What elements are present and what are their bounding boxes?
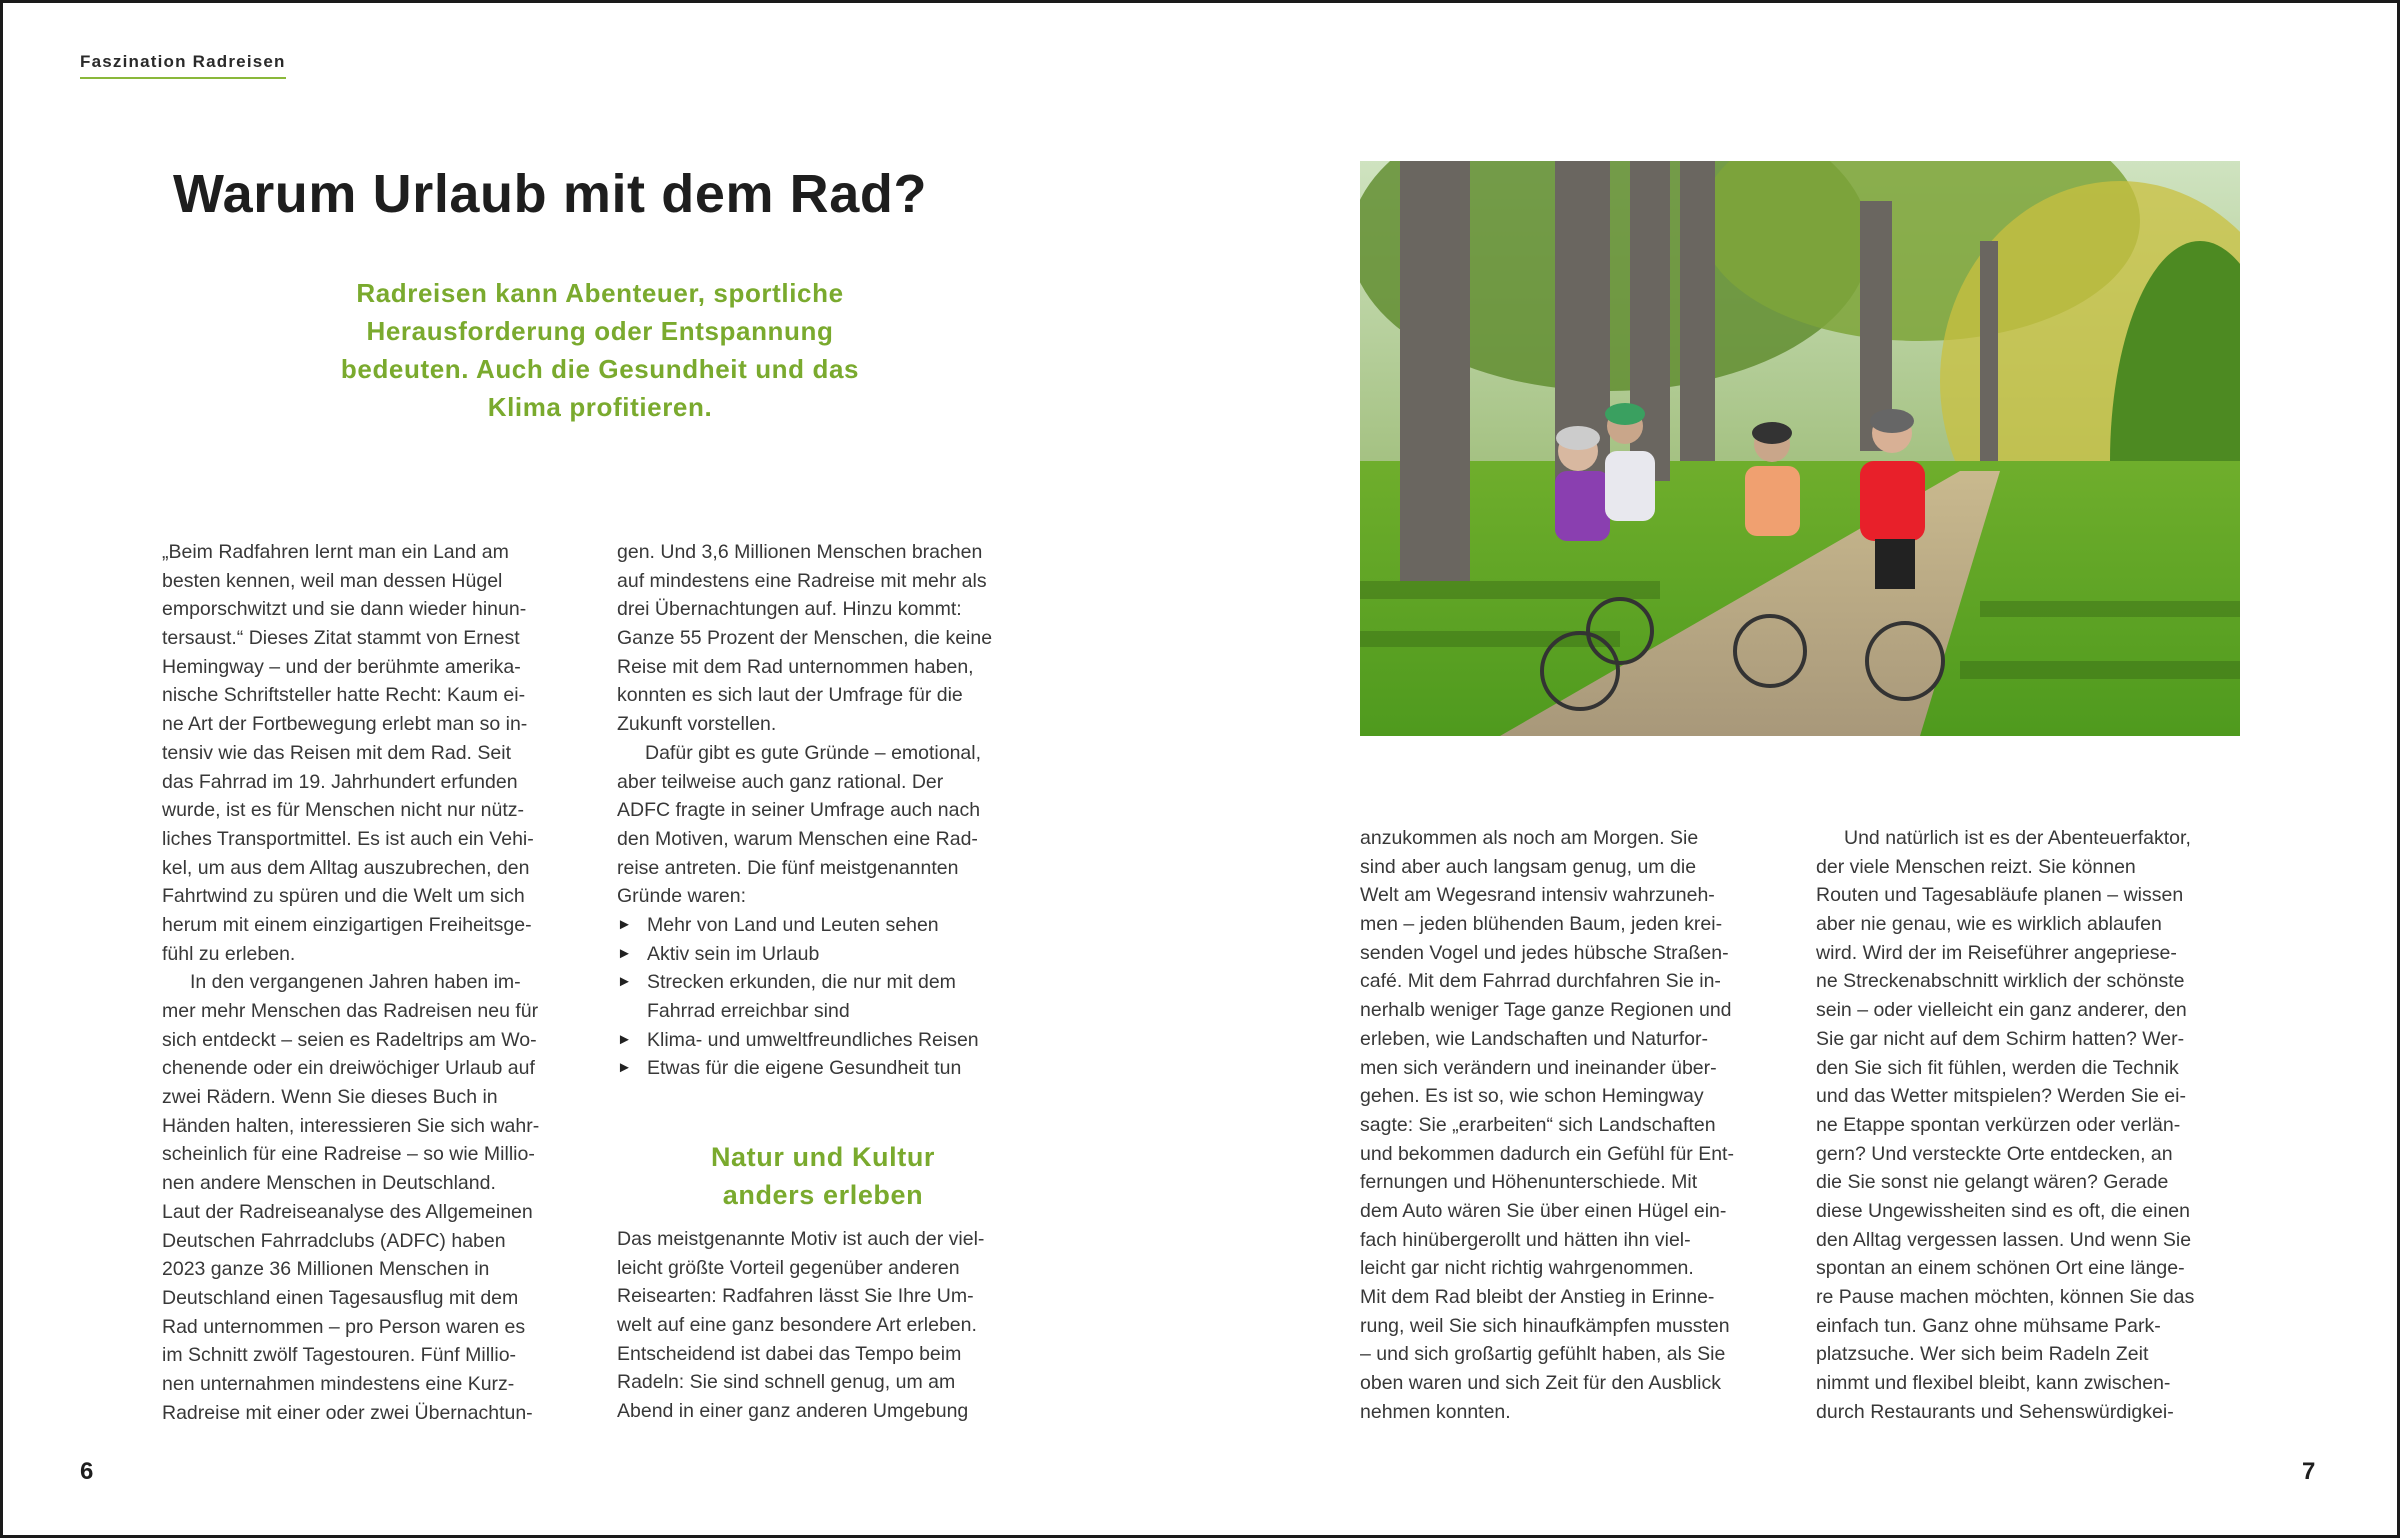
text-line: [162, 997, 539, 1026]
text-line-content: men sich verändern und ineinander über-: [1360, 1056, 1717, 1079]
text-line-content: spontan an einem schönen Ort eine länge-: [1816, 1257, 2185, 1280]
text-line: [617, 538, 992, 567]
text-line: [1360, 967, 1734, 996]
text-line-content: Entscheidend ist dabei das Tempo beim: [617, 1342, 962, 1365]
text-line: [162, 1169, 539, 1198]
text-line: [617, 710, 992, 739]
text-line: [1360, 1025, 1734, 1054]
text-line-content: diese Ungewissheiten sind es oft, die einen: [1816, 1199, 2190, 1222]
text-line: [617, 1397, 984, 1426]
text-line: [1816, 881, 2194, 910]
text-line-content: drei Übernachtungen auf. Hinzu kommt:: [617, 598, 962, 621]
text-line-content: gen. Und 3,6 Millionen Menschen brachen: [617, 541, 983, 563]
text-column-4: [1816, 824, 2194, 1426]
text-line-content: Mehr von Land und Leuten sehen: [647, 913, 939, 936]
running-head: Faszination Radreisen: [80, 52, 286, 79]
text-line: [162, 1026, 539, 1055]
text-line-content: sind aber auch langsam genug, um die: [1360, 855, 1697, 878]
text-line-content: sich entdeckt – seien es Radeltrips am Wo-: [162, 1028, 537, 1051]
text-line: [162, 768, 539, 797]
text-line-content: nen andere Menschen in Deutschland.: [162, 1172, 496, 1195]
text-line-content: Deutschland einen Tagesausflug mit dem: [162, 1286, 519, 1309]
text-line-content: Das meistgenannte Motiv ist auch der viel-: [617, 1228, 985, 1250]
text-line-content: erleben, wie Landschaften und Naturfor-: [1360, 1027, 1708, 1050]
lead-line: Herausforderung oder Entspannung: [366, 316, 834, 346]
lead-line: Radreisen kann Abenteuer, sportliche: [356, 278, 844, 308]
text-column-3: [1360, 824, 1734, 1426]
text-line: [617, 653, 992, 682]
text-line-content: ne Streckenabschnitt wirklich der schönste: [1816, 970, 2185, 993]
text-line-content: nen unternahmen mindestens eine Kurz-: [162, 1372, 515, 1395]
section-heading: [623, 1138, 1023, 1214]
text-line: [1360, 1140, 1734, 1169]
page-title: Warum Urlaub mit dem Rad?: [173, 164, 928, 224]
text-line-content: Zukunft vorstellen.: [617, 713, 777, 736]
text-line-content: Hemingway – und der berühmte amerika-: [162, 655, 521, 678]
text-line-content: Radreise mit einer oder zwei Übernachtun-: [162, 1401, 533, 1424]
text-line-content: leicht größte Vorteil gegenüber anderen: [617, 1256, 960, 1279]
text-line: [1816, 939, 2194, 968]
text-line-content: besten kennen, weil man dessen Hügel: [162, 569, 503, 592]
text-line-content: nische Schriftsteller hatte Recht: Kaum ei-: [162, 684, 526, 707]
text-line-content: der viele Menschen reizt. Sie können: [1816, 855, 2136, 878]
page-number-left: 6: [80, 1458, 94, 1485]
text-line: [162, 1227, 539, 1256]
text-line: [1816, 1340, 2194, 1369]
text-line-content: dem Auto wären Sie über einen Hügel ein-: [1360, 1199, 1727, 1222]
text-line-content: Händen halten, interessieren Sie sich wahr-: [162, 1114, 540, 1137]
text-line: [1360, 910, 1734, 939]
text-line: [162, 653, 539, 682]
text-line: [1360, 996, 1734, 1025]
text-column-2-top: [617, 538, 992, 1083]
text-line: [162, 968, 539, 997]
text-line: [1816, 1054, 2194, 1083]
text-line: [617, 1026, 992, 1055]
text-line: [617, 1340, 984, 1369]
text-line-content: konnten es sich laut der Umfrage für die: [617, 684, 963, 707]
text-line: [162, 710, 539, 739]
text-line: [162, 854, 539, 883]
text-line-content: und bekommen dadurch ein Gefühl für Ent-: [1360, 1142, 1734, 1165]
text-column-2-bottom: [617, 1225, 984, 1426]
text-line: [1360, 1312, 1734, 1341]
text-line: [1360, 853, 1734, 882]
text-line-content: den Motiven, warum Menschen eine Rad-: [617, 827, 978, 850]
text-line: [1816, 967, 2194, 996]
text-line-content: nehmen konnten.: [1360, 1400, 1511, 1423]
triangle-right-icon: ►: [617, 944, 632, 962]
text-line: [1816, 1082, 2194, 1111]
text-line: [1816, 1254, 2194, 1283]
text-line: [1816, 1226, 2194, 1255]
text-line-content: Und natürlich ist es der Abenteuerfaktor,: [1844, 827, 2191, 849]
text-line-content: Rad unternommen – pro Person waren es: [162, 1315, 526, 1338]
text-line-content: Gründe waren:: [617, 885, 746, 908]
text-line-content: liches Transportmittel. Es ist auch ein Vehi-: [162, 827, 534, 850]
text-line: [162, 796, 539, 825]
text-line: [1360, 939, 1734, 968]
text-line-content: gern? Und versteckte Orte entdecken, an: [1816, 1142, 2173, 1165]
text-line: [1816, 910, 2194, 939]
text-line-content: In den vergangenen Jahren haben im-: [190, 971, 521, 994]
text-line-content: Radeln: Sie sind schnell genug, um am: [617, 1371, 956, 1394]
text-line: [617, 595, 992, 624]
text-line-content: Fahrrad erreichbar sind: [647, 1000, 850, 1022]
text-line: [617, 624, 992, 653]
cyclists-photo: [1360, 161, 2240, 736]
text-line: [1816, 1398, 2194, 1427]
text-line: [162, 911, 539, 940]
text-line: [617, 940, 992, 969]
text-line-content: ne Art der Fortbewegung erlebt man so in-: [162, 713, 528, 736]
text-line-content: nimmt und flexibel bleibt, kann zwischen-: [1816, 1372, 2171, 1395]
text-line: [617, 911, 992, 940]
text-line: [617, 1254, 984, 1283]
text-line: [617, 1225, 984, 1254]
page-number-right: 7: [2302, 1458, 2316, 1485]
text-line: [1360, 1197, 1734, 1226]
text-line-content: Dafür gibt es gute Gründe – emotional,: [645, 741, 982, 764]
lead-line: Klima profitieren.: [487, 392, 713, 422]
text-line-content: Reise mit dem Rad unternommen haben,: [617, 655, 974, 678]
text-line-content: sagte: Sie „erarbeiten“ sich Landschaften: [1360, 1113, 1716, 1136]
triangle-right-icon: ►: [617, 1059, 632, 1077]
text-line: [162, 1341, 539, 1370]
text-line-content: Aktiv sein im Urlaub: [647, 942, 820, 965]
text-line-content: – und sich großartig gefühlt haben, als Sie: [1360, 1343, 1726, 1366]
text-line-content: kel, um aus dem Alltag auszubrechen, den: [162, 856, 530, 879]
text-line: [162, 1399, 539, 1428]
text-line-content: re Pause machen möchten, können Sie das: [1816, 1286, 2195, 1308]
text-column-1: [162, 538, 539, 1427]
text-line-content: tersaust.“ Dieses Zitat stammt von Ernest: [162, 627, 520, 650]
triangle-right-icon: ►: [617, 973, 632, 991]
text-line-content: reise antreten. Die fünf meistgenannten: [617, 856, 959, 879]
text-line-content: Mit dem Rad bleibt der Anstieg in Erinne-: [1360, 1286, 1715, 1308]
text-line: [1816, 1111, 2194, 1140]
text-line: [617, 1282, 984, 1311]
text-line-content: tensiv wie das Reisen mit dem Rad. Seit: [162, 741, 511, 764]
text-line: [162, 1083, 539, 1112]
text-line: [1360, 1369, 1734, 1398]
text-line: [1360, 1168, 1734, 1197]
text-line: [162, 624, 539, 653]
text-line-content: platzsuche. Wer sich beim Radeln Zeit: [1816, 1343, 2149, 1366]
text-line: [1360, 1398, 1734, 1427]
text-line-content: Fahrtwind zu spüren und die Welt um sich: [162, 885, 525, 908]
text-line-content: auf mindestens eine Radreise mit mehr als: [617, 569, 987, 592]
lead-paragraph: [240, 274, 960, 426]
text-line-content: Routen und Tagesabläufe planen – wissen: [1816, 884, 2184, 907]
text-line-content: Abend in einer ganz anderen Umgebung: [617, 1400, 969, 1423]
text-line-content: 2023 ganze 36 Millionen Menschen in: [162, 1258, 490, 1281]
text-line: [162, 1284, 539, 1313]
text-line: [1816, 1312, 2194, 1341]
text-line: [617, 567, 992, 596]
text-line: [1816, 996, 2194, 1025]
text-line-content: herum mit einem einzigartigen Freiheitsge-: [162, 913, 532, 936]
text-line: [162, 538, 539, 567]
text-line-content: café. Mit dem Fahrrad durchfahren Sie in-: [1360, 970, 1721, 993]
text-line: [1360, 1254, 1734, 1283]
triangle-right-icon: ►: [617, 915, 632, 933]
text-line: [162, 1370, 539, 1399]
text-line-content: ne Etappe spontan verkürzen oder verlän-: [1816, 1113, 2181, 1136]
section-heading-line: Natur und Kultur: [710, 1142, 936, 1172]
triangle-right-icon: ►: [617, 1030, 632, 1048]
text-line-content: senden Vogel und jedes hübsche Straßen-: [1360, 941, 1729, 964]
text-line: [1360, 1340, 1734, 1369]
text-line: [617, 968, 992, 997]
text-line: [162, 1255, 539, 1284]
text-line: [162, 1054, 539, 1083]
text-line-content: emporschwitzt und sie dann wieder hinun-: [162, 598, 527, 621]
text-line-content: sein – oder vielleicht ein ganz anderer, den: [1816, 999, 2187, 1022]
text-line: [617, 796, 992, 825]
text-line: [617, 739, 992, 768]
text-line: [162, 739, 539, 768]
text-line-content: Deutschen Fahrradclubs (ADFC) haben: [162, 1229, 506, 1252]
text-line-content: durch Restaurants und Sehenswürdigkei-: [1816, 1400, 2174, 1423]
text-line-content: Laut der Radreiseanalyse des Allgemeinen: [162, 1200, 533, 1223]
text-line: [617, 997, 992, 1026]
text-line: [1360, 1226, 1734, 1255]
text-line: [162, 882, 539, 911]
text-line-content: Klima- und umweltfreundliches Reisen: [647, 1028, 979, 1051]
text-line: [162, 595, 539, 624]
text-line-content: „Beim Radfahren lernt man ein Land am: [162, 541, 509, 563]
text-line-content: mer mehr Menschen das Radreisen neu für: [162, 1000, 539, 1022]
text-line: [162, 1112, 539, 1141]
text-line-content: wird. Wird der im Reiseführer angepriese-: [1816, 941, 2177, 964]
text-line-content: fernungen und Höhenunterschiede. Mit: [1360, 1171, 1698, 1194]
text-line-content: im Schnitt zwölf Tagestouren. Fünf Millio-: [162, 1344, 517, 1367]
text-line-content: aber teilweise auch ganz rational. Der: [617, 770, 944, 793]
text-line: [162, 567, 539, 596]
text-line: [617, 1311, 984, 1340]
text-line-content: chenende oder ein dreiwöchiger Urlaub auf: [162, 1057, 535, 1080]
text-line-content: nerhalb weniger Tage ganze Regionen und: [1360, 999, 1732, 1022]
text-line-content: die Sie sonst nie gelangt wären? Gerade: [1816, 1171, 2169, 1194]
text-line-content: welt auf eine ganz besondere Art erleben.: [617, 1314, 977, 1337]
text-line: [1360, 824, 1734, 853]
text-line-content: leicht gar nicht richtig wahrgenommen.: [1360, 1257, 1694, 1280]
text-line-content: den Sie sich fit fühlen, werden die Technik: [1816, 1056, 2179, 1079]
text-line-content: Welt am Wegesrand intensiv wahrzuneh-: [1360, 884, 1715, 907]
text-line-content: Sie gar nicht auf dem Schirm hatten? Wer-: [1816, 1027, 2185, 1050]
text-line: [162, 681, 539, 710]
text-line-content: scheinlich für eine Radreise – so wie Millio-: [162, 1143, 535, 1166]
text-line-content: zwei Rädern. Wenn Sie dieses Buch in: [162, 1086, 498, 1109]
text-line: [617, 825, 992, 854]
text-line: [617, 681, 992, 710]
text-line-content: Etwas für die eigene Gesundheit tun: [647, 1057, 962, 1080]
text-line-content: ADFC fragte in seiner Umfrage auch nach: [617, 799, 981, 822]
text-line: [1816, 1283, 2194, 1312]
text-line: [1816, 1025, 2194, 1054]
text-line-content: einfach tun. Ganz ohne mühsame Park-: [1816, 1314, 2161, 1337]
text-line-content: aber nie genau, wie es wirklich ablaufen: [1816, 913, 2162, 936]
text-line-content: rung, weil Sie sich hinaufkämpfen mussten: [1360, 1314, 1730, 1337]
lead-line: bedeuten. Auch die Gesundheit und das: [340, 354, 860, 384]
text-line: [1360, 1082, 1734, 1111]
text-line: [1360, 1283, 1734, 1312]
text-line: [1816, 1140, 2194, 1169]
text-line: [162, 825, 539, 854]
text-line-content: oben waren und sich Zeit für den Ausblick: [1360, 1372, 1721, 1395]
text-line-content: fach hinübergerollt und hätten ihn viel-: [1360, 1228, 1691, 1251]
text-line: [617, 1054, 992, 1083]
text-line-content: men – jeden blühenden Baum, jeden krei-: [1360, 913, 1723, 936]
text-line: [617, 1368, 984, 1397]
section-heading-line: anders erleben: [722, 1180, 924, 1210]
text-line: [1816, 824, 2194, 853]
text-line: [1360, 1054, 1734, 1083]
text-line-content: fühl zu erleben.: [162, 942, 296, 965]
text-line-content: Reisearten: Radfahren lässt Sie Ihre Um-: [617, 1285, 974, 1308]
text-line: [1816, 1197, 2194, 1226]
text-line-content: das Fahrrad im 19. Jahrhundert erfunden: [162, 770, 518, 793]
text-line: [617, 768, 992, 797]
text-line: [1816, 853, 2194, 882]
text-line: [162, 1198, 539, 1227]
text-line: [1816, 1168, 2194, 1197]
text-line: [617, 882, 992, 911]
text-line: [1816, 1369, 2194, 1398]
text-line: [617, 854, 992, 883]
text-line-content: gehen. Es ist so, wie schon Hemingway: [1360, 1085, 1704, 1108]
text-line: [162, 940, 539, 969]
text-line-content: anzukommen als noch am Morgen. Sie: [1360, 827, 1699, 849]
text-line: [1360, 881, 1734, 910]
text-line-content: wurde, ist es für Menschen nicht nur nütz-: [162, 799, 524, 822]
text-line: [162, 1313, 539, 1342]
text-line: [1360, 1111, 1734, 1140]
text-line-content: Ganze 55 Prozent der Menschen, die keine: [617, 627, 993, 650]
cyclists-on-tree-lined-path-image: [1360, 161, 2240, 736]
text-line-content: den Alltag vergessen lassen. Und wenn Sie: [1816, 1228, 2192, 1251]
text-line-content: Strecken erkunden, die nur mit dem: [647, 971, 956, 994]
text-line-content: und das Wetter mitspielen? Werden Sie ei-: [1816, 1085, 2186, 1108]
text-line: [162, 1140, 539, 1169]
